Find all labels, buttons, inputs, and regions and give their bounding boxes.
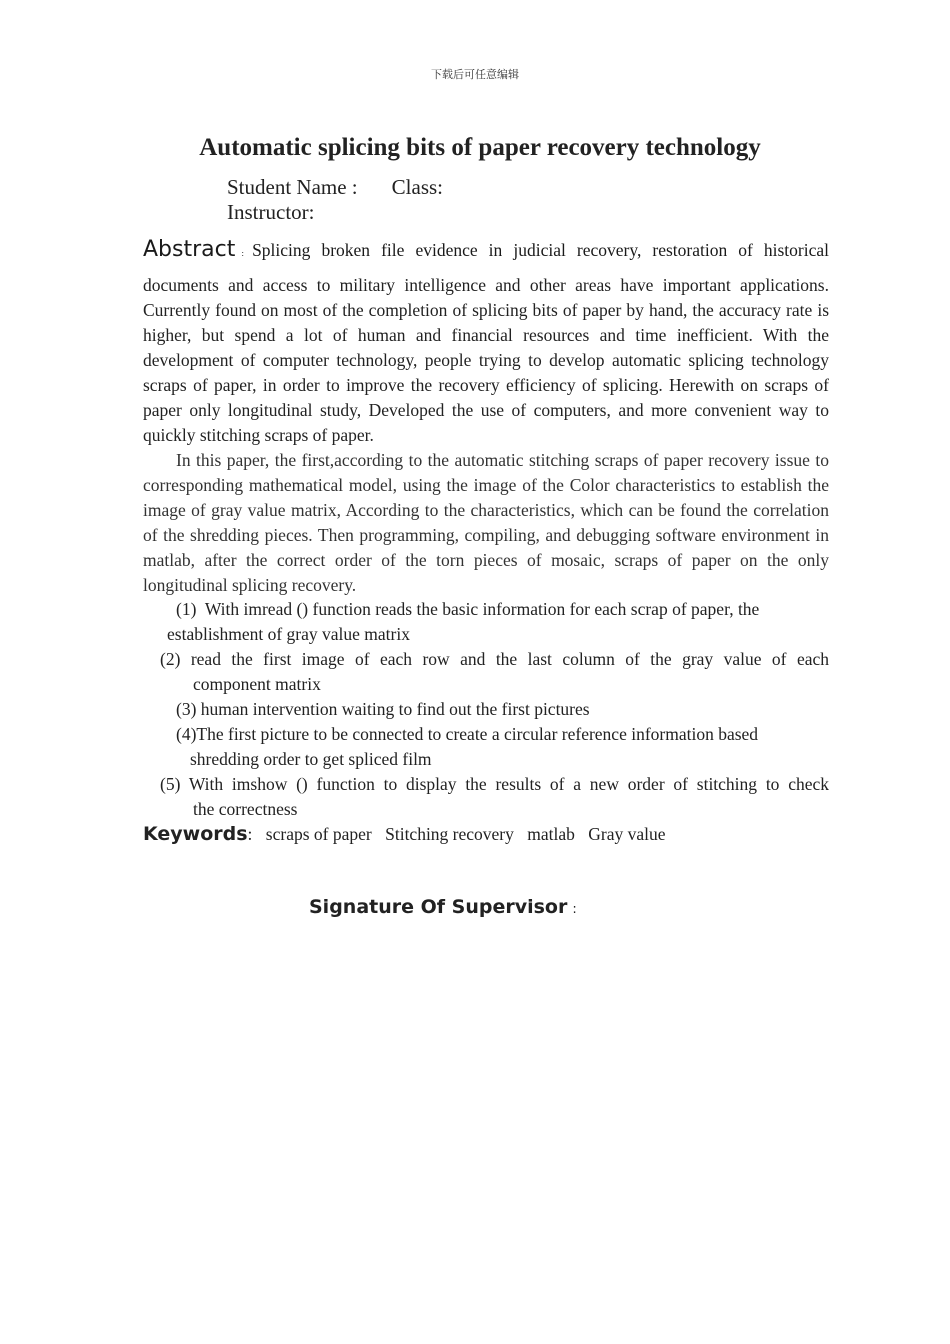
student-name-label: Student Name : xyxy=(227,175,358,199)
abstract-colon: : xyxy=(241,249,245,258)
abstract-paragraph-2 xyxy=(143,448,829,598)
keywords-label: Keywords xyxy=(143,823,248,845)
signature-label: Signature Of Supervisor xyxy=(309,896,568,918)
signature-colon: : xyxy=(572,902,577,917)
step-3: (3) human intervention waiting to find out the first pictures xyxy=(176,699,590,719)
step-4: (4)The first picture to be connected to create a circular reference information based xyxy=(176,724,759,744)
abstract-first-line xyxy=(143,236,829,268)
keywords-line xyxy=(143,820,843,848)
document-title: Automatic splicing bits of paper recovery technology xyxy=(199,134,761,161)
abstract-first-text: Splicing broken file evidence in judicial recovery, restoration of historical xyxy=(252,240,829,260)
keyword: Gray value xyxy=(588,824,666,844)
keywords-colon: : xyxy=(247,824,253,844)
step-5-continued: the correctness xyxy=(193,799,298,819)
step-1-continued: establishment of gray value matrix xyxy=(167,624,410,644)
step-2-continued: component matrix xyxy=(193,674,321,694)
signature-line xyxy=(309,896,577,918)
instructor-label: Instructor: xyxy=(227,200,315,224)
student-info-row xyxy=(227,175,443,200)
step-4-continued: shredding order to get spliced film xyxy=(190,749,432,769)
abstract-body: documents and access to military intelligence and other areas have important applications. Currently found on most of the completion of splicing bits of paper by hand, the accuracy rate is higher, but spend a lot of human and financial resources and time inefficient. With the development of computer technology, people trying to develop automatic splicing technology scraps of paper, in order to improve the recovery efficiency of splicing. Herewith on scraps of paper only longitudinal study, Developed the use of computers, and more convenient way to quickly stitching scraps of paper. xyxy=(143,275,829,445)
step-1: (1) With imread () function reads the basic information for each scrap of paper, the xyxy=(176,599,760,619)
header-note: 下载后可任意编辑 xyxy=(431,68,519,81)
instructor-row xyxy=(227,200,314,225)
paragraph-2-text: In this paper, the first,according to the automatic stitching scraps of paper recovery issue to corresponding mathematical model, using the image of the Color characteristics to establish the image of gray value matrix, According to the characteristics, which can be found the correlation of the shredding pieces. Then programming, compiling, and debugging software environment in matlab, after the correct order of the torn pieces of mosaic, scraps of paper on the only longitudinal splicing recovery. xyxy=(143,450,829,595)
step-5: (5) With imshow () function to display the results of a new order of stitching to check xyxy=(160,774,829,794)
step-2: (2) read the first image of each row and the last column of the gray value of each xyxy=(160,649,829,669)
keyword: matlab xyxy=(527,824,575,844)
class-label: Class: xyxy=(391,175,443,199)
abstract-label: Abstract xyxy=(143,237,236,262)
keyword: scraps of paper xyxy=(265,824,372,844)
keyword: Stitching recovery xyxy=(385,824,514,844)
